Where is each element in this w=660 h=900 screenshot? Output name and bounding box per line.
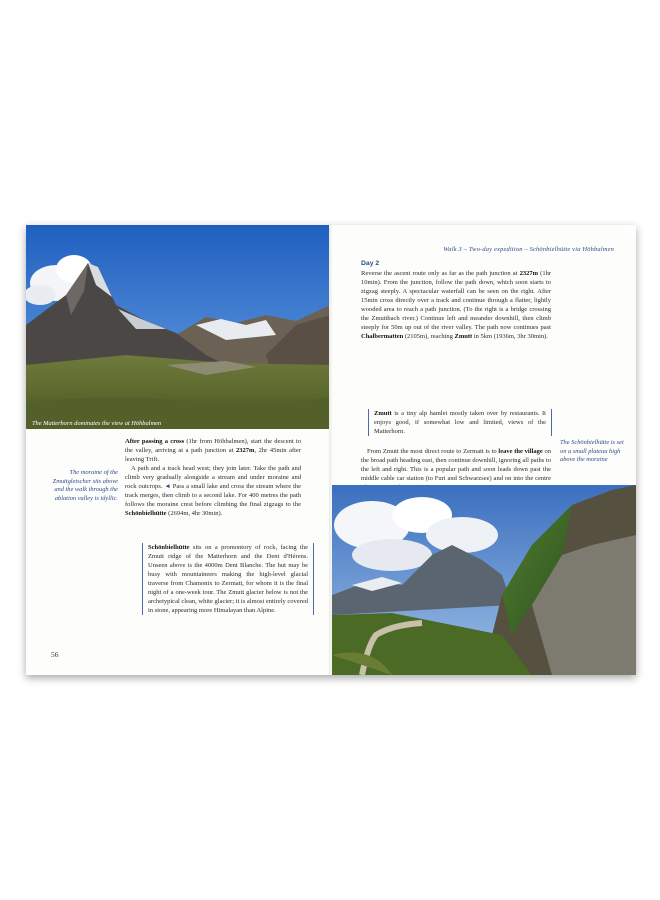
arrow-marker-icon: ◄ xyxy=(164,483,171,490)
running-head: Walk 3 – Two-day expedition – Schönbielhütte via Höhbalmen xyxy=(443,246,614,253)
left-page xyxy=(26,225,330,675)
right-page xyxy=(332,225,636,675)
left-sidenote: The moraine of the Zmuttgletscher sits above and the walk through the ablation valley is idyllic. xyxy=(52,469,118,502)
hut-info-box: Schönbielhütte sits on a promontory of rock, facing the Zmutt ridge of the Matterhorn and the Dent d'Hérens. Unseen above is the 4000m Dent Blanche. The hut may be busy with mountaineers making the high-level glacial traverse from Chamonix to Zermatt, for whom it is the final night of a one-week tour. The Zmutt glacier below is not the archetypical clean, white glacier; it is almost entirely covered in stone, appearing more Himalayan than Alpine. xyxy=(142,543,314,615)
matterhorn-landscape-image xyxy=(26,225,330,429)
day-heading: Day 2 xyxy=(361,260,380,267)
book-spread xyxy=(26,225,636,675)
right-body-text xyxy=(361,259,551,341)
zmutt-info-box: Zmutt is a tiny alp hamlet mostly taken over by restaurants. It enjoys good, if somewhat low and limited, views of the Matterhorn. xyxy=(368,409,552,436)
mountain-path-image xyxy=(332,485,636,675)
left-body-text xyxy=(125,437,301,518)
paragraph-cross: After passing a cross (1hr from Höhbalmen), start the descent to the valley, arriving at a path junction at 2327m, 2hr 45min after leaving Trift. xyxy=(125,438,302,463)
paragraph-day2: Reverse the ascent route only as far as the path junction at 2327m (1hr 10min). From the junction, follow the path down, which soon starts to zigzag steeply. A spectacular waterfall can be seen on the right. After 15min cross directly over a track and continue through a flatter, lightly wooded area to reach a path junction. (To the right is a bridge crossing the Zmuttbach river.) Continue left and meander downhill, then climb steeply for 50m up out of the river valley. The path now continues past Chalbermatten (2105m), reaching Zmutt in 5km (1936m, 3hr 30min). xyxy=(361,270,551,340)
photo-caption: The Matterhorn dominates the view at Höhbalmen xyxy=(32,420,162,427)
path-photo xyxy=(332,485,636,675)
paragraph-moraine: A path and a track head west; they join later. Take the path and climb very gradually alongside a stream and under moraine and rock outcrops. ◄ Pass a small lake and cross the stream where the track merges, then climb to a second lake. For 400 metres the path follows the moraine crest before climbing the final zigzags to the Schönbielhütte (2694m, 4hr 30min). xyxy=(125,465,302,517)
page-number: 56 xyxy=(51,650,59,659)
paragraph-zermatt: From Zmutt the most direct route to Zermatt is to leave the village on the broad path heading east, then continue downhill, ignoring all paths to the left and right. This is a popular path and soon leads down past the middle cable car station (to Furi and Schwarzsee) and on into the centre xyxy=(361,448,552,482)
right-sidenote: The Schönbielhütte is set on a small plateau high above the moraine xyxy=(560,439,624,464)
matterhorn-photo xyxy=(26,225,330,429)
